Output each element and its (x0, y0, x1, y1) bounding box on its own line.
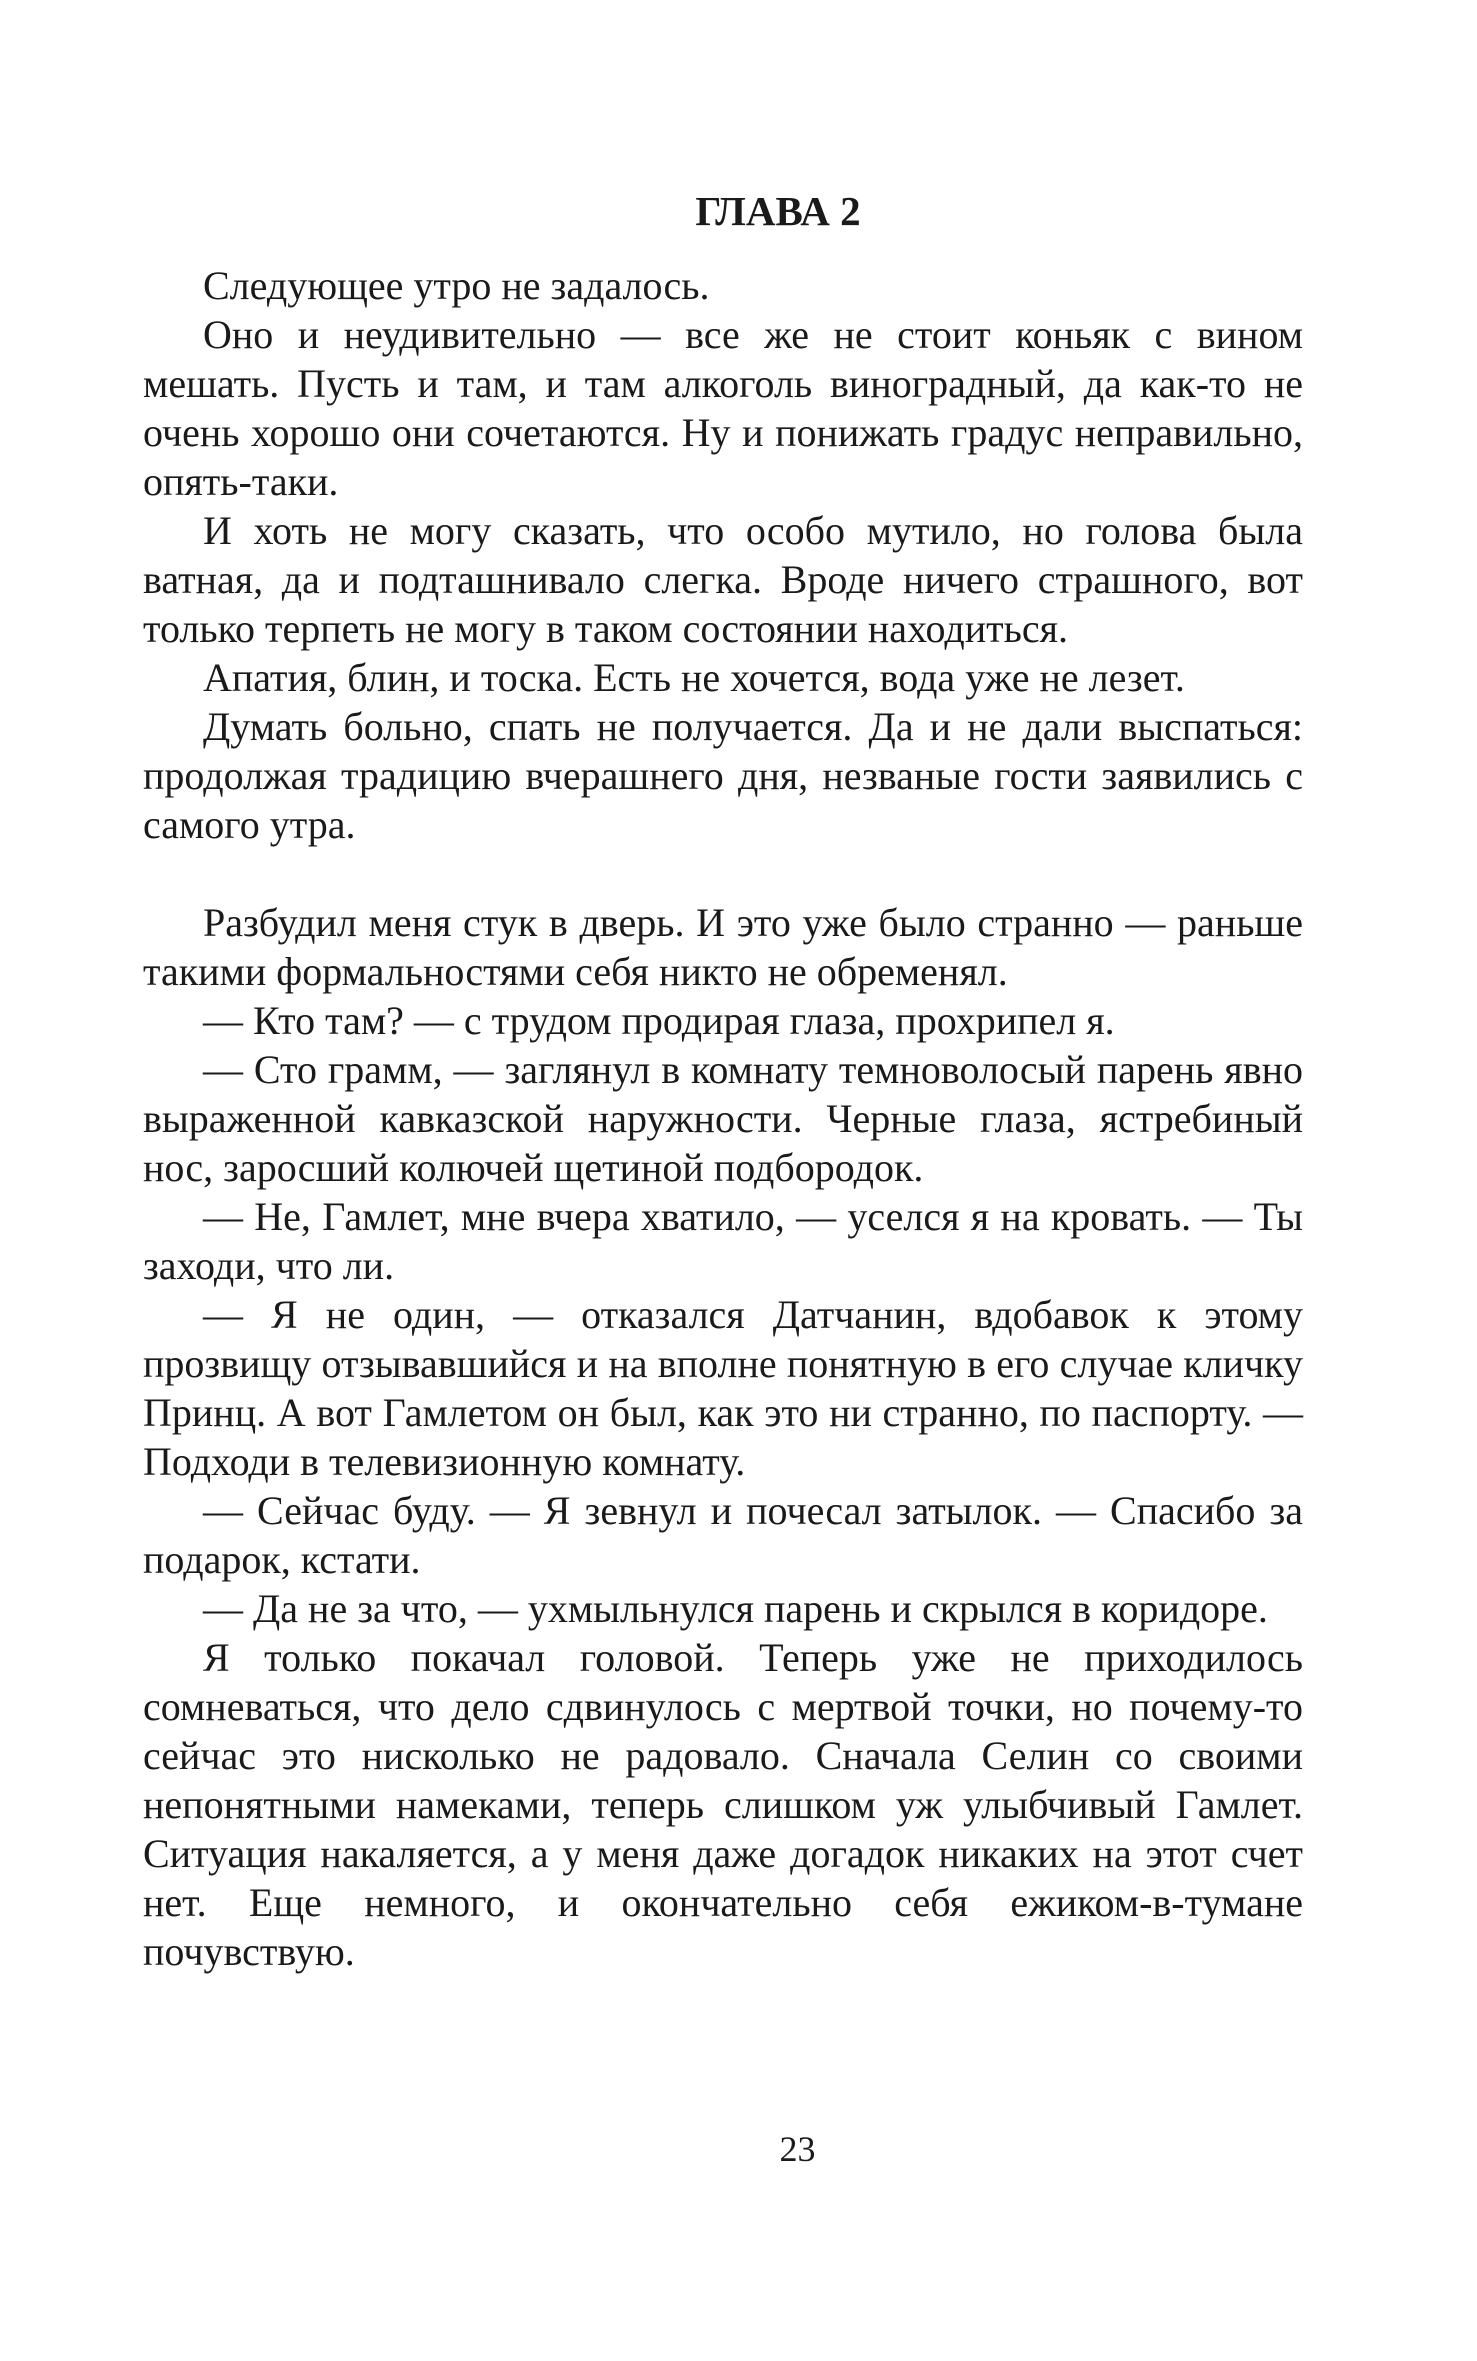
page-number: 23 (779, 2129, 816, 2169)
paragraph: — Не, Гамлет, мне вчера хватило, — уселся я на кровать. — Ты заходи, что ли. (143, 1194, 1303, 1288)
paragraph: — Да не за что, — ухмыльнулся парень и скрылся в коридоре. (203, 1586, 1268, 1631)
paragraph: И хоть не могу сказать, что особо мутило, но голова была ватная, да и подташнивало слегка. Вроде ничего страшного, вот только терпеть не могу в таком состоянии находиться. (143, 508, 1303, 651)
paragraph: Оно и неудивительно — все же не стоит коньяк с вином мешать. Пусть и там, и там алкоголь виноградный, да как-то не очень хорошо они сочетаются. Ну и понижать градус неправильно, опять-таки. (143, 312, 1303, 504)
chapter-title: ГЛАВА 2 (695, 188, 861, 234)
paragraph: — Сто грамм, — заглянул в комнату темноволосый парень явно выраженной кавказской наружности. Черные глаза, ястребиный нос, заросший колючей щетиной подбородок. (143, 1047, 1303, 1190)
chapter-text (143, 261, 1303, 1976)
paragraph: — Кто там? — с трудом продирая глаза, прохрипел я. (203, 998, 1115, 1043)
paragraph: Разбудил меня стук в дверь. И это уже было странно — раньше такими формальностями себя никто не обременял. (143, 900, 1303, 994)
paragraph: Следующее утро не задалось. (203, 263, 710, 308)
paragraph: Апатия, блин, и тоска. Есть не хочется, вода уже не лезет. (203, 655, 1185, 700)
paragraph: — Сейчас буду. — Я зевнул и почесал затылок. — Спасибо за подарок, кстати. (143, 1488, 1303, 1582)
paragraph: Я только покачал головой. Теперь уже не приходилось сомневаться, что дело сдвинулось с мертвой точки, но почему-то сейчас это нисколько не радовало. Сначала Селин со своими непонятными намеками, теперь слишком уж улыбчивый Гамлет. Ситуация накаляется, а у меня даже догадок никаких на этот счет нет. Еще немного, и окончательно себя ежиком-в-тумане почувствую. (143, 1635, 1303, 1974)
paragraph: Думать больно, спать не получается. Да и не дали выспаться: продолжая традицию вчерашнего дня, незваные гости заявились с самого утра. (143, 704, 1303, 847)
book-page (143, 185, 1303, 1976)
paragraph: — Я не один, — отказался Датчанин, вдобавок к этому прозвищу отзывавшийся и на вполне понятную в его случае кличку Принц. А вот Гамлетом он был, как это ни странно, по паспорту. — Подходи в телевизионную комнату. (143, 1292, 1303, 1484)
